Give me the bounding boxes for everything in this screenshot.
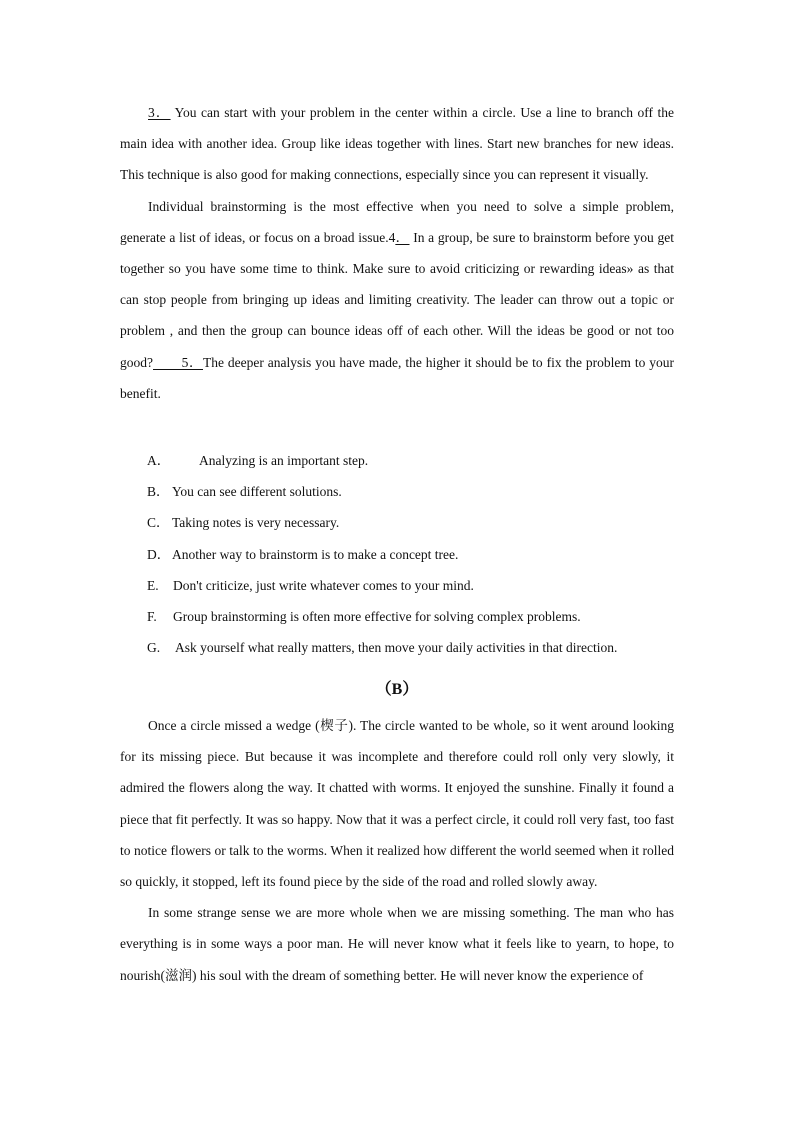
option-g-letter: G. [147, 640, 161, 656]
paragraph-text-end: The deeper analysis you have made, the higher it should be to fix the problem to your benefit. [120, 354, 675, 401]
option-a [147, 445, 687, 476]
paragraph-text-after-4: In a group, be sure to brainstorm before you get together so you have some time to think. Make sure to avoid criticizing or rewarding ideas» as that can stop people from bringing up ideas and limiting creativity. The leader can throw out a topic or problem , and then the group can bounce ideas off of each other. Will the ideas be good or not too good? [120, 229, 674, 370]
option-c [147, 507, 687, 538]
option-g-text: Ask yourself what really matters, then move your daily activities in that direction. [175, 640, 618, 656]
paragraph-text-before-4: Individual brainstorming is the most effective when you need to solve a simple problem, generate a list of ideas, or focus on a broad issue.4 [120, 198, 674, 245]
option-a-letter: A． [147, 453, 171, 468]
option-c-text: Taking notes is very necessary. [172, 515, 340, 531]
option-c-letter: C． [147, 515, 170, 531]
paragraph-3-text: You can start with your problem in the center within a circle. Use a line to branch off the main idea with another idea. Group like ideas together with lines. Start new branches for new ideas. This technique is also good for making connections, especially since you can represent it visually. [120, 105, 674, 183]
section-b-heading: （B） [375, 681, 419, 698]
option-f-text: Group brainstorming is often more effective for solving complex problems. [173, 608, 581, 624]
blank-5: 5． [153, 354, 203, 370]
option-b [147, 476, 687, 507]
paragraph-missing-something: In some strange sense we are more whole when we are missing something. The man who has everything is in some ways a poor man. He will never know what it feels like to yearn, to hope, to nourish(滋润) his soul with the dream of something better. He will never know the experience of [120, 905, 674, 983]
option-e-text: Don't criticize, just write whatever comes to your mind. [173, 577, 474, 593]
blank-3: 3． [148, 105, 171, 120]
option-e [147, 570, 687, 601]
paragraph-3 [120, 97, 674, 191]
option-b-letter: B． [147, 484, 170, 500]
option-f [147, 601, 687, 632]
option-g [147, 632, 687, 663]
option-d-letter: D． [147, 546, 171, 562]
paragraph-circle-story: Once a circle missed a wedge (楔子). The circle wanted to be whole, so it went around looking for its missing piece. But because it was incomplete and therefore could roll only very slowly, it admired the flowers along the way. It chatted with worms. It enjoyed the sunshine. Finally it found a piece that fit perfectly. It was so happy. Now that it was a perfect circle, it could roll very fast, too fast to notice flowers or talk to the worms. When it realized how different the world seemed when it rolled so quickly, it stopped, left its found piece by the side of the road and rolled slowly away. [120, 718, 674, 890]
part-a-passage [120, 97, 674, 409]
paragraph-individual-brainstorming [120, 191, 674, 409]
option-d [147, 539, 687, 570]
options-list [147, 445, 687, 663]
option-b-text: You can see different solutions. [172, 484, 342, 500]
option-d-text: Another way to brainstorm is to make a concept tree. [172, 546, 459, 562]
part-b-passage [120, 710, 674, 991]
blank-4: ． [395, 229, 410, 245]
option-f-letter: F. [147, 608, 157, 624]
option-a-text: Analyzing is an important step. [199, 453, 369, 468]
option-e-letter: E. [147, 577, 159, 593]
